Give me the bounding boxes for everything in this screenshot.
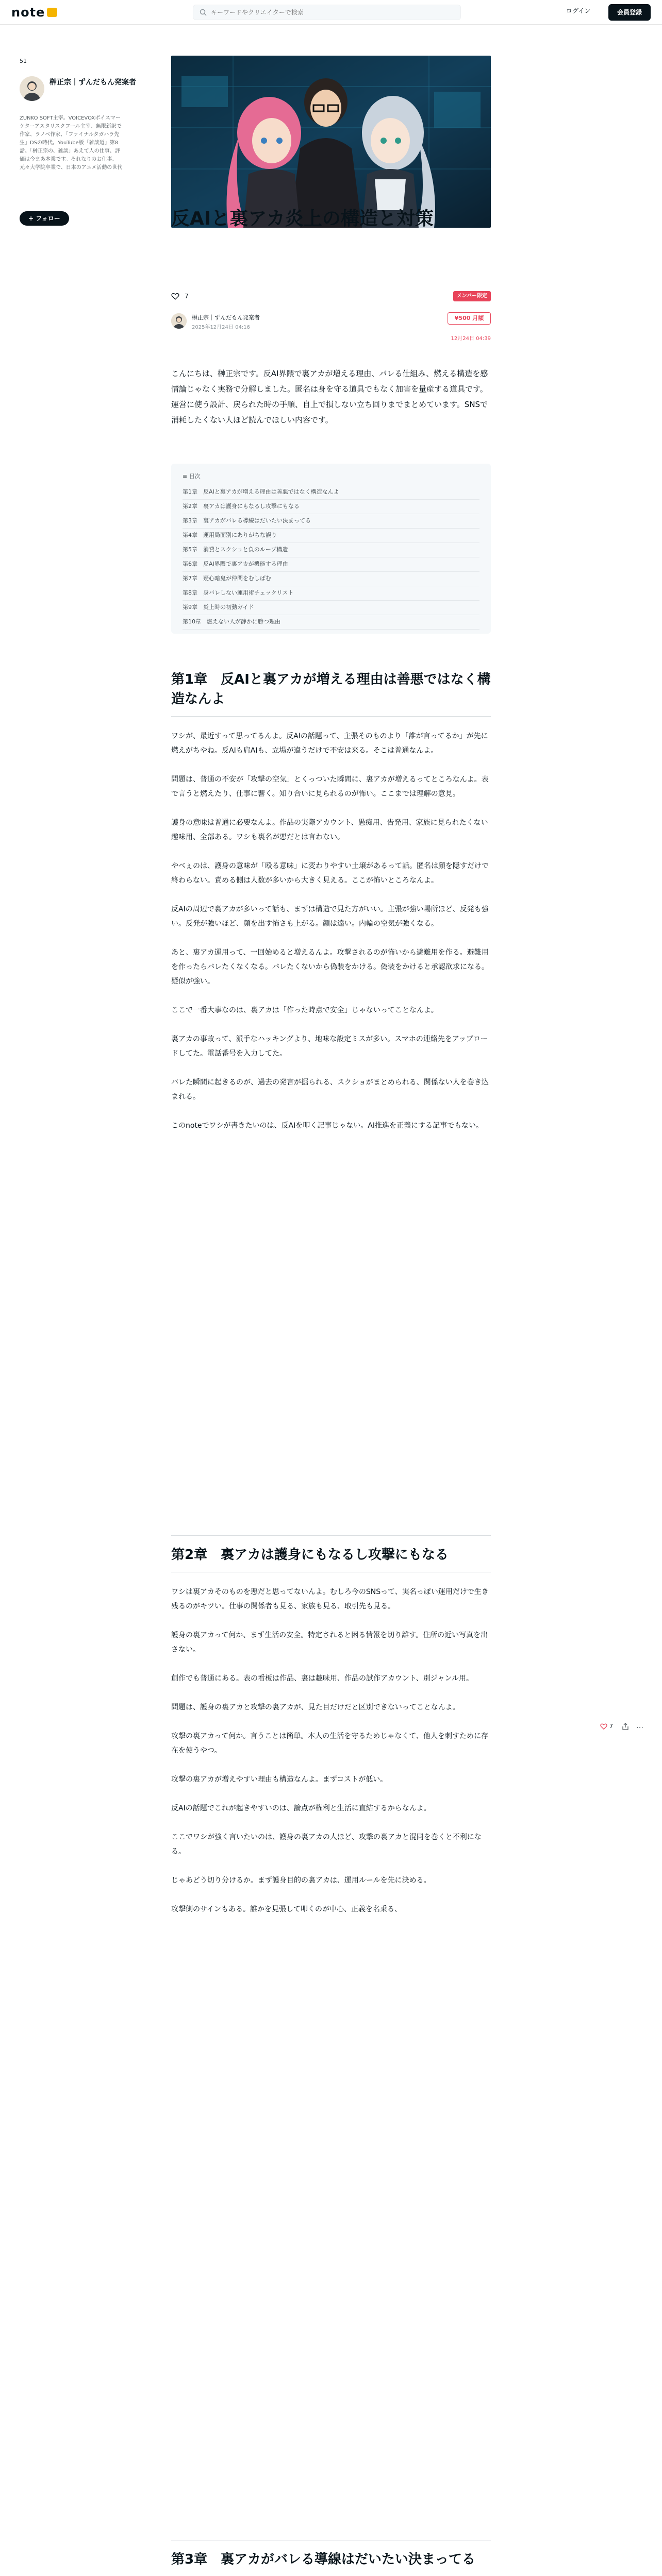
more-options-icon[interactable]: …	[636, 1722, 643, 1730]
search-icon	[200, 9, 207, 16]
body-paragraph: 問題は、護身の裏アカと攻撃の裏アカが、見た目だけだと区別できないってことなんよ。	[171, 1703, 460, 1711]
creator-bio: ZUNKO SOFT主宰。VOICEVOXボイスマーケターアスタリスクフール主宰、無限新訳で作家、ラノベ作家、「ファイナルタガハラ先生」DSの時代。YouTube版「雑談道」第8話。「榊正宗の、雑談」あえて人の仕事、評価は今まあ本業です。それなりのお仕事。元々大学院卒業で、日本のアニメ活動の世代	[20, 115, 123, 171]
search-input[interactable]	[211, 5, 453, 20]
follow-label: フォロー	[36, 215, 60, 222]
author-row	[171, 312, 491, 342]
toc-item[interactable]: 第10章 燃えない人が静かに勝つ理由	[183, 615, 479, 630]
toc-heading[interactable]: ≡ 目次	[183, 473, 201, 480]
intro-paragraph: こんにちは、榊正宗です。反AI界隈で裏アカが増える理由、バレる仕組み、燃える構造を感情論じゃなく実務で分解しました。匿名は身を守る道具でもなく加害を量産する道具です。運営に使う設計、戻られた時の手順、自上で損しない立ち回りまでまとめています。SNSで消耗したくない人ほど読んでほしい内容です。	[171, 369, 488, 425]
body-paragraph: ワシが、最近すって思ってるんよ。反AIの話題って、主張そのものより「誰が言ってるか」が先に燃えがちやね。反AIも肩AIも、立場が違うだけで不安は来る。そこは普通なんよ。	[171, 732, 488, 755]
logo-badge-icon	[47, 8, 57, 17]
logo-text: note	[11, 5, 45, 20]
hero-image	[171, 56, 491, 228]
body-paragraph: 裏アカの事故って、派手なハッキングより、地味な設定ミスが多い。スマホの連絡先をアップロードしてた。電話番号を入力してた。	[171, 1035, 488, 1058]
heart-icon[interactable]	[171, 292, 179, 300]
body-paragraph: ここで一番大事なのは、裏アカは「作った時点で安全」じゃないってことなんよ。	[171, 1006, 438, 1014]
login-button[interactable]: ログイン	[566, 7, 591, 14]
body-paragraph: あと、裏アカ運用って、一回始めると増えるんよ。攻撃されるのが怖いから避難用を作る。避難用を作ったらバレたくなくなる。バレたくないから偽装をかける。偽装をかけると承認欲求になる。疑似が強い。	[171, 948, 489, 986]
chapter-paragraphs	[171, 729, 491, 1133]
body-paragraph: 攻撃の裏アカって何か。言うことは簡単。本人の生活を守るためじゃなくて、他人を刺すために存在を使うやつ。	[171, 1732, 489, 1755]
chapter-2	[171, 1535, 491, 1931]
body-paragraph: 護身の意味は普通に必要なんよ。作品の実際アカウント、愚痴用、告発用、家族に見られたくない趣味用、全部ある。ワシも裏名が悪だとは言わない。	[171, 819, 488, 841]
sale-note: 12月24日 04:39	[451, 336, 491, 342]
author-avatar[interactable]	[171, 313, 187, 329]
body-paragraph: ワシは裏アカそのものを悪だと思ってないんよ。むしろ今のSNSって、実名っぽい運用だけで生き残るのがキツい。仕事の関係者も見る、家族も見る、取引先も見る。	[171, 1588, 489, 1611]
body-paragraph: バレた瞬間に起きるのが、過去の発言が掘られる、スクショがまとめられる、関係ない人を巻き込まれる。	[171, 1078, 489, 1101]
body-paragraph: 反AIの周辺で裏アカが多いって話も、まずは構造で見た方がいい。主張が強い場所ほど、反発も強い。反発が強いほど、顔を出す怖さも上がる。顔は遠い。内輪の空気が強くなる。	[171, 905, 489, 928]
body-paragraph: ここでワシが強く言いたいのは、護身の裏アカの人ほど、攻撃の裏アカと混同を巻くと不利になる。	[171, 1833, 482, 1856]
toc-item[interactable]: 第5章 消費とスクショと負のループ構造	[183, 543, 479, 557]
heart-icon[interactable]	[600, 1723, 607, 1730]
chapter-heading: 第1章 反AIと裏アカが増える理由は善悪ではなく構造なんよ	[171, 672, 491, 707]
creator-rank: 51	[20, 58, 27, 64]
follow-plus-icon: +	[28, 215, 36, 222]
note-logo[interactable]	[11, 6, 57, 19]
body-paragraph: 攻撃側のサインもある。誰かを見張して叩くのが中心、正義を名乗る、	[171, 1905, 402, 1913]
register-button[interactable]: 会員登録	[608, 4, 651, 21]
creator-name[interactable]: 榊正宗｜ずんだもん発案者	[49, 78, 136, 87]
avatar-image-icon	[20, 76, 44, 101]
hero-illustration-icon	[171, 56, 491, 228]
chapter-paragraphs	[171, 1585, 491, 1917]
publish-date: 2025年12月24日 04:16	[192, 325, 250, 330]
body-paragraph: 攻撃の裏アカが増えやすい理由も構造なんよ。まずコストが低い。	[171, 1775, 388, 1784]
toc-item[interactable]: 第6章 反AI界隈で裏アカが機能する理由	[183, 557, 479, 572]
floating-actions	[600, 1721, 652, 1733]
author-avatar-icon	[171, 313, 187, 329]
toc-item[interactable]: 第9章 炎上時の初動ガイド	[183, 601, 479, 615]
section-divider	[171, 1535, 491, 1536]
toc-item[interactable]: 第4章 運用局面別にありがちな誤り	[183, 529, 479, 543]
body-paragraph: 問題は、普通の不安が「攻撃の空気」とくっついた瞬間に、裏アカが増えるってところなんよ。表で言うと燃えたり、仕事に響く。知り合いに見られるのが怖い。ここまでは理解の意見。	[171, 775, 489, 798]
article-meta-row	[171, 291, 491, 301]
toc-item[interactable]: 第7章 疑心暗鬼が仲間をむしばむ	[183, 572, 479, 586]
body-paragraph: じゃあどう切り分けるか。まず護身目的の裏アカは、運用ルールを先に決める。	[171, 1876, 431, 1885]
toc-item[interactable]: 第8章 身バレしない運用術チェックリスト	[183, 586, 479, 601]
member-only-badge: メンバー限定	[453, 291, 491, 301]
chapter-heading: 第2章 裏アカは護身にもなるし攻撃にもなる	[171, 1547, 449, 1563]
chapter-1	[171, 670, 491, 1147]
toc-list-icon: ≡	[183, 473, 189, 480]
creator-avatar[interactable]	[20, 76, 44, 101]
body-paragraph: このnoteでワシが書きたいのは、反AIを叩く記事じゃない。AI推進を正義にする記事でもない。	[171, 1122, 483, 1130]
author-name[interactable]: 榊正宗｜ずんだもん発案者	[192, 314, 260, 321]
body-paragraph: やべぇのは、護身の意味が「殴る意味」に変わりやすい土壌があるって話。匿名は顔を隠すだけで終わらない。責める側は人数が多いから大きく見える。ここが怖いところなんよ。	[171, 862, 489, 885]
article-title: 反AIと裏アカ炎上の構造と対策	[171, 208, 434, 229]
body-paragraph: 創作でも普通にある。表の看板は作品、裏は趣味用、作品の試作アカウント、別ジャンル用。	[171, 1674, 473, 1683]
body-paragraph: 護身の裏アカって何か、まず生活の安全。特定されると困る情報を切り離す。住所の近い写真を出さない。	[171, 1631, 488, 1654]
toc-item[interactable]: 第2章 裏アカは護身にもなるし攻撃にもなる	[183, 500, 479, 514]
follow-button[interactable]	[20, 211, 69, 226]
floating-like-count: 7	[609, 1723, 613, 1730]
like-count: 7	[185, 293, 189, 300]
price-label[interactable]: ¥500 月額	[448, 312, 491, 325]
toc-item[interactable]: 第1章 反AIと裏アカが増える理由は善悪ではなく構造なんよ	[183, 485, 479, 500]
chapter-heading: 第3章 裏アカがバレる導線はだいたい決まってる	[171, 2552, 475, 2567]
toc-item[interactable]: 第3章 裏アカがバレる導線はだいたい決まってる	[183, 514, 479, 529]
table-of-contents	[171, 464, 491, 634]
heading-divider	[171, 716, 491, 717]
top-navigation-bar	[0, 0, 662, 25]
toc-list	[183, 485, 479, 630]
chapter-3	[171, 2540, 491, 2576]
search-box[interactable]	[193, 5, 461, 20]
body-paragraph: 反AIの話題でこれが起きやすいのは、論点が権利と生活に直結するからなんよ。	[171, 1804, 431, 1812]
share-icon[interactable]	[622, 1723, 629, 1730]
